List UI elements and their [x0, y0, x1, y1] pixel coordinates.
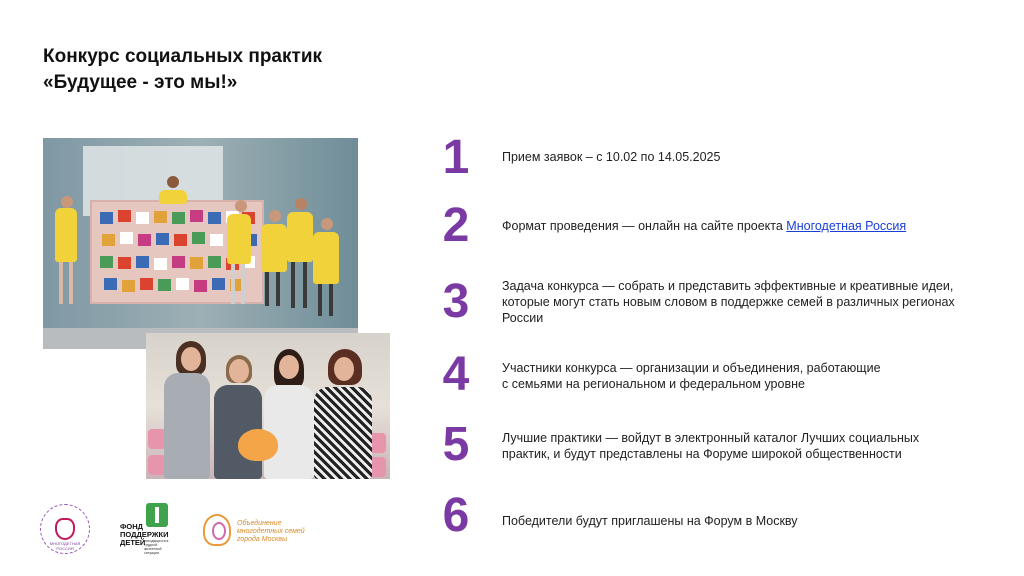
fond-podderzhki-detey-logo	[120, 503, 175, 555]
quilt-house	[194, 280, 207, 292]
step-number-6: 6	[442, 489, 470, 542]
title-line-1: Конкурс социальных практик	[43, 46, 323, 67]
quilt-house	[158, 279, 171, 291]
quilt-house	[210, 234, 223, 246]
quilt-house	[138, 234, 151, 246]
quilt-house	[190, 257, 203, 269]
quilt-house	[140, 278, 153, 290]
fond-logo-line-2: ПОДДЕРЖКИ	[120, 530, 169, 539]
photo-person-leg	[276, 272, 280, 306]
photo-person	[313, 232, 339, 284]
step-number-2: 2	[442, 199, 470, 252]
quilt-house	[100, 256, 113, 268]
quilt-house	[118, 210, 131, 222]
quilt-house	[172, 256, 185, 268]
photo-person-head	[61, 196, 73, 208]
quilt-house	[208, 212, 221, 224]
photo-person-leg	[231, 264, 235, 304]
photo-person	[314, 387, 372, 479]
family-icon	[55, 518, 75, 540]
fond-logo-line-3: ДЕТЕЙ	[120, 538, 146, 547]
quilt-house	[118, 257, 131, 269]
mnogodetnaya-rossiya-link[interactable]: Многодетная Россия	[786, 219, 907, 233]
step-text-4-line-1: Участники конкурса — организации и объединения, работающие	[502, 361, 881, 375]
photo-person	[287, 212, 313, 262]
photo-person	[55, 208, 77, 262]
obedinenie-logo-text	[237, 520, 305, 544]
photo-children-quilt	[43, 138, 358, 349]
photo-person-head	[295, 198, 307, 210]
quilt-house	[208, 256, 221, 268]
quilt-house	[154, 258, 167, 270]
title-line-2: «Будущее - это мы!»	[43, 72, 238, 93]
photo-person-leg	[329, 284, 333, 316]
step-text-2	[502, 218, 962, 234]
photo-person	[261, 224, 287, 272]
photo-person	[264, 385, 314, 479]
photo-women-cat-toy	[146, 333, 390, 479]
step-text-2-prefix: Формат проведения — онлайн на сайте проекта	[502, 219, 787, 233]
photo-person-leg	[303, 262, 307, 308]
quilt-house	[176, 278, 189, 290]
step-number-4: 4	[442, 348, 470, 401]
quilt-house	[156, 233, 169, 245]
obedinenie-logo-line-1: Объединение	[237, 520, 282, 527]
photo-person-leg	[291, 262, 295, 308]
quilt-house	[154, 211, 167, 223]
quilt-house	[100, 212, 113, 224]
photo-person	[159, 190, 187, 204]
step-text-1: Прием заявок – с 10.02 по 14.05.2025	[502, 150, 721, 164]
step-number-1: 1	[442, 131, 470, 184]
page-title	[43, 44, 463, 96]
mnogodetnaya-rossiya-logo	[40, 504, 90, 554]
quilt-house	[102, 234, 115, 246]
photo-person-head	[321, 218, 333, 230]
quilt-house	[136, 256, 149, 268]
step-text-4	[502, 360, 962, 392]
fond-logo-subtext: находящихся в трудной жизненной ситуации	[144, 539, 169, 555]
quilt-house	[190, 210, 203, 222]
quilt-house	[212, 278, 225, 290]
photo-person-head	[235, 200, 247, 212]
quilt-house	[104, 278, 117, 290]
step-text-6: Победители будут приглашены на Форум в Москву	[502, 514, 798, 528]
family-circle-icon	[203, 514, 231, 546]
photo-person-leg	[241, 264, 245, 304]
photo-person-face	[279, 355, 299, 379]
photo-person-head	[269, 210, 281, 222]
step-number-3: 3	[442, 275, 470, 328]
photo-person-leg	[59, 262, 63, 304]
photo-person-leg	[69, 262, 73, 304]
photo-person-face	[181, 347, 201, 371]
photo-person-head	[167, 176, 179, 188]
photo-person-leg	[318, 284, 322, 316]
quilt-house	[172, 212, 185, 224]
step-number-5: 5	[442, 418, 470, 471]
obedinenie-mnogodetnyh-semey-logo	[203, 512, 318, 548]
quilt-house	[192, 232, 205, 244]
step-text-5: Лучшие практики — войдут в электронный каталог Лучших социальных практик, и будут представлены на Форуме широкой общественности	[502, 431, 920, 461]
step-text-3: Задача конкурса — собрать и представить эффективные и креативные идеи, которые могут стать новым словом в поддержке семей в различных регионах России	[502, 279, 955, 325]
obedinenie-logo-line-3: города Москвы	[237, 536, 288, 543]
quilt-house	[136, 212, 149, 224]
quilt-house	[122, 280, 135, 292]
photo-person-leg	[265, 272, 269, 306]
photo-person	[227, 214, 251, 264]
quilt-house	[120, 232, 133, 244]
photo-person-face	[334, 357, 354, 381]
quilt-house	[174, 234, 187, 246]
photo-person	[164, 373, 210, 479]
mnogodetnaya-logo-text: МНОГОДЕТНАЯ РОССИЯ	[49, 541, 81, 551]
obedinenie-logo-line-2: многодетных семей	[237, 528, 305, 535]
photo-cat-toy	[238, 429, 278, 461]
photo-person-face	[229, 359, 249, 383]
fond-logo-line-1: ФОНД	[120, 522, 143, 531]
step-text-4-line-2: с семьями на региональном и федеральном уровне	[502, 377, 805, 391]
